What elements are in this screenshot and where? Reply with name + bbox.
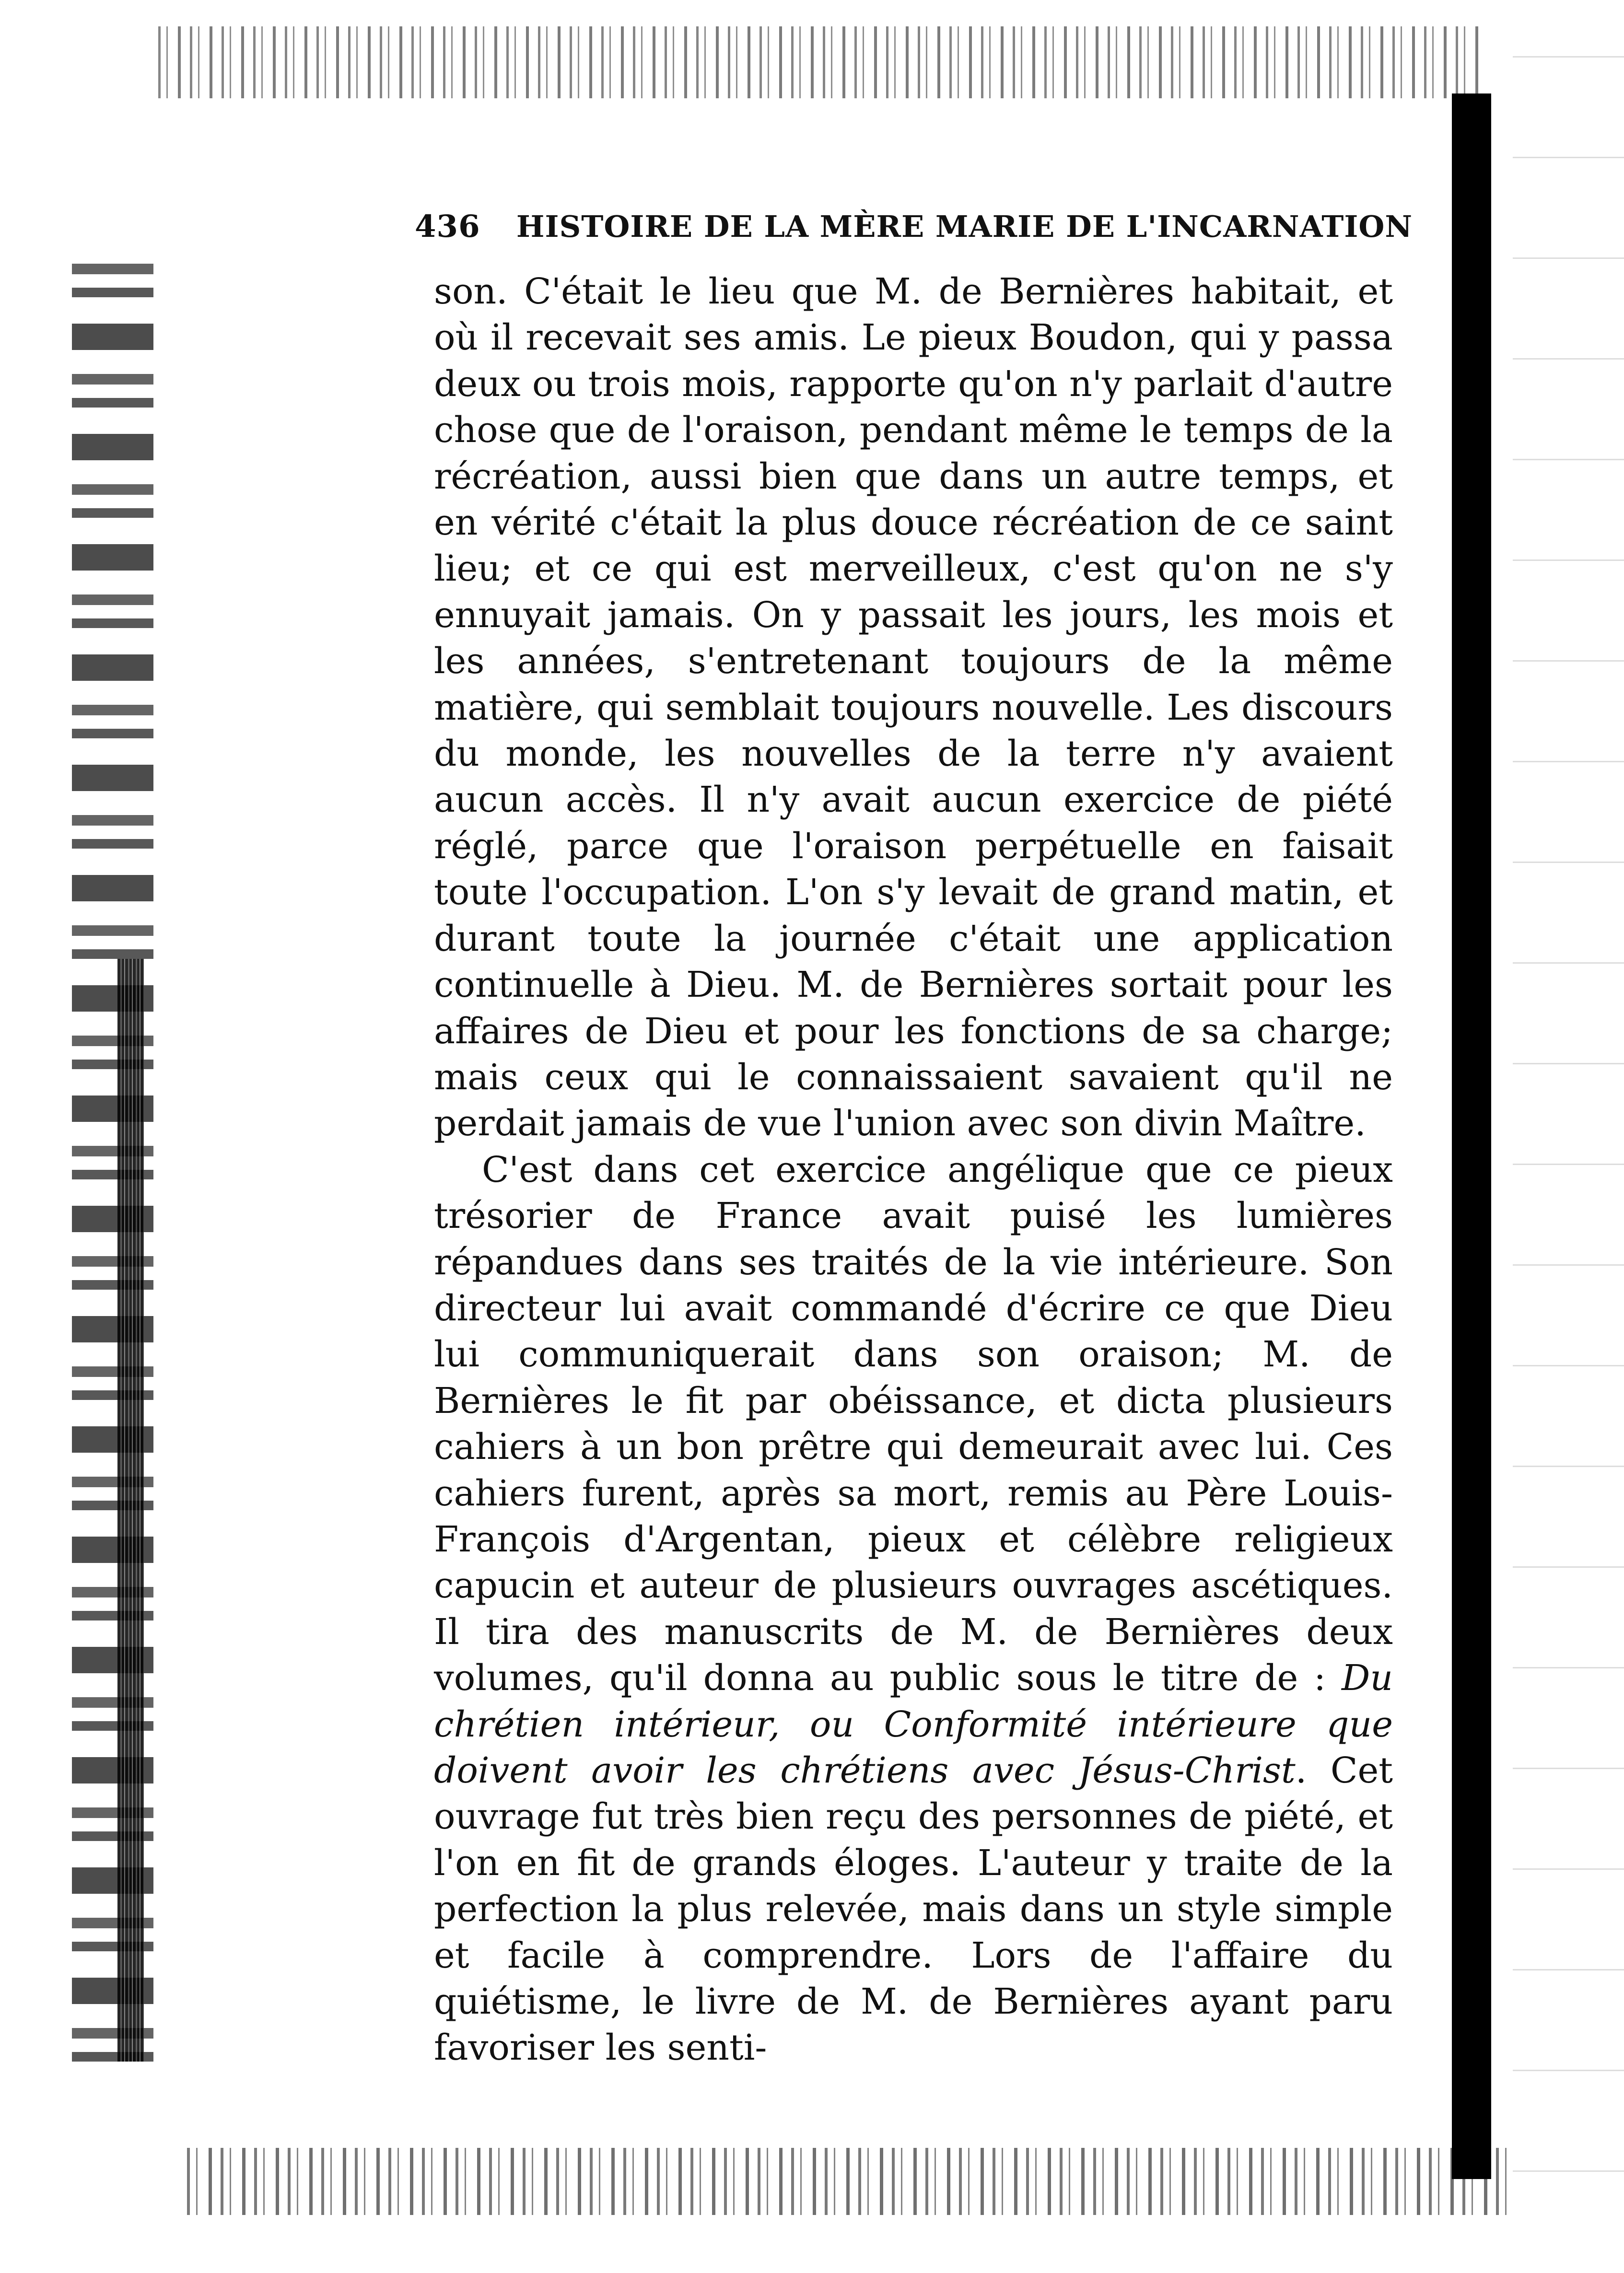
scan-noise-bottom bbox=[187, 2148, 1510, 2215]
scan-gutter-shadow bbox=[1452, 93, 1491, 2179]
paragraph-1: son. C'était le lieu que M. de Bernières habitait, et où il recevait ses amis. Le pieux Boudon, qui y passa deux ou trois mois, rapporte qu'on n'y parlait d'autre chose que de l'oraison, pendant même le temps de la récréation, aussi bien que dans un autre temps, et en vérité c'était la plus douce récréation de ce saint lieu; et ce qui est merveilleux, c'est qu'on ne s'y ennuyait jamais. On y passait les jours, les mois et les années, s'entretenant toujours de la même matière, qui semblait toujours nouvelle. Les discours du monde, les nouvelles de la terre n'y avaient aucun accès. Il n'y avait aucun exercice de piété réglé, parce que l'oraison perpétuelle en faisait toute l'occupation. L'on s'y levait de grand matin, et durant toute la journée c'était une application continuelle à Dieu. M. de Bernières sortait pour les affaires de Dieu et pour les fonctions de sa charge; mais ceux qui le connaissaient savaient qu'il ne perdait jamais de vue l'union avec son divin Maître. bbox=[434, 271, 1393, 1144]
scan-binding-strip bbox=[117, 959, 144, 2062]
adjacent-page-edge bbox=[1513, 29, 1624, 2215]
page-body bbox=[434, 268, 1393, 2071]
paragraph-2-text-end: . Cet ouvrage fut très bien reçu des personnes de piété, et l'on en fit de grands éloges. L'auteur y traite de la perfection la plus relevée, mais dans un style simple et facile à comprendre. Lors de l'affaire du quiétisme, le livre de M. de Bernières ayant paru favoriser les senti- bbox=[434, 1750, 1393, 2069]
page-number: 436 bbox=[415, 209, 480, 245]
book-title: Du chrétien intérieur, ou Conformité intérieure que doivent avoir les chrétiens avec Jésus-Christ bbox=[434, 1657, 1393, 1791]
paragraph-2-text-start: C'est dans cet exercice angélique que ce pieux trésorier de France avait puisé les lumières répandues dans ses traités de la vie intérieure. Son directeur lui avait commandé d'écrire ce que Dieu lui communiquerait dans son oraison; M. de Bernières le fit par obéissance, et dicta plusieurs cahiers à un bon prêtre qui demeurait avec lui. Ces cahiers furent, après sa mort, remis au Père Louis-François d'Argentan, pieux et célèbre religieux capucin et auteur de plusieurs ouvrages ascétiques. Il tira des manuscrits de M. de Bernières deux volumes, qu'il donna au public sous le titre de : bbox=[434, 1149, 1393, 1699]
scan-noise-top bbox=[158, 26, 1482, 98]
running-title: HISTOIRE DE LA MÈRE MARIE DE L'INCARNATION bbox=[516, 209, 1413, 244]
running-head bbox=[415, 209, 1413, 245]
paragraph-2 bbox=[434, 1147, 1393, 2071]
